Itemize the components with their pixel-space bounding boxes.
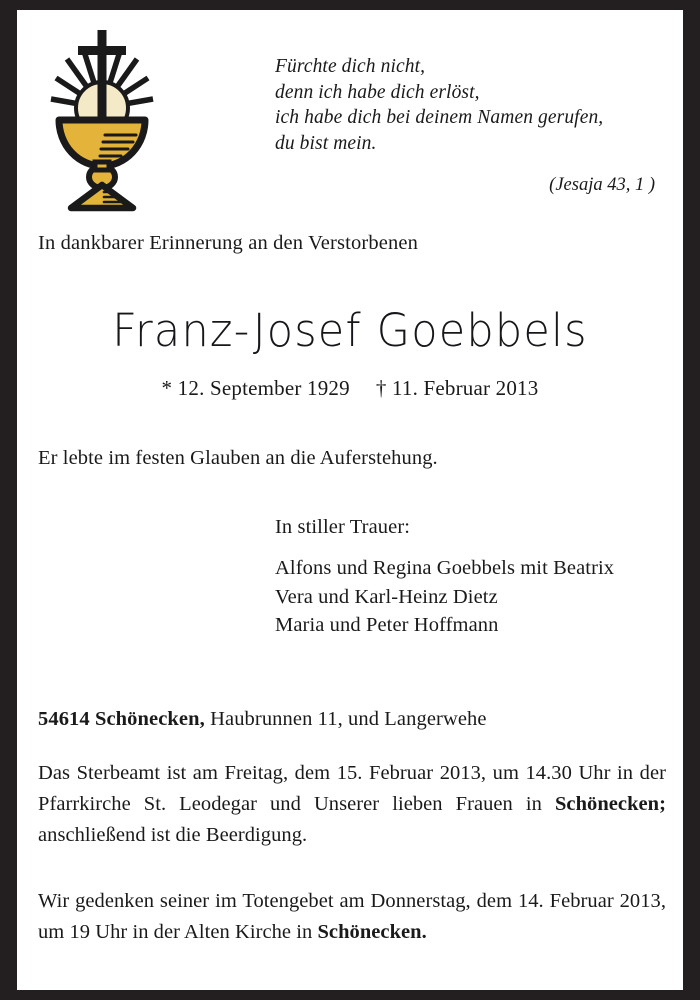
address-street: Haubrunnen 11, und Langerwehe (204, 708, 487, 730)
mass-location-emphasis: Schönecken; (554, 793, 666, 815)
funeral-mass-paragraph (38, 758, 666, 851)
death-date: † 11. Februar 2013 (375, 376, 539, 400)
scripture-line: du bist mein. (275, 132, 377, 154)
mourners-block (275, 516, 635, 640)
memorial-intro-text: In dankbarer Erinnerung an den Verstorbenen (38, 232, 419, 254)
notice-header (17, 10, 683, 215)
prayer-service-paragraph (38, 886, 666, 948)
mass-text-after: anschließend ist die Beerdigung. (38, 824, 308, 846)
scripture-line: Fürchte dich nicht, (275, 56, 426, 77)
address-city: 54614 Schönecken, (38, 708, 205, 730)
scripture-line: ich habe dich bei deinem Namen gerufen, (275, 107, 604, 128)
address-line (38, 708, 487, 731)
birth-date: * 12. September 1929 (161, 376, 350, 400)
deceased-name: Franz-Josef Goebbels (112, 304, 588, 358)
scripture-line: denn ich habe dich erlöst, (275, 81, 480, 103)
notice-inner (17, 10, 683, 990)
scripture-reference: (Jesaja 43, 1 ) (549, 175, 655, 195)
scripture-quote (275, 54, 677, 196)
mourners-heading: In stiller Trauer: (275, 516, 411, 538)
mourner-entry: Alfons und Regina Goebbels mit Beatrix (275, 557, 615, 579)
mass-text-before: Das Sterbeamt ist am Freitag, dem 15. Februar 2013, um 14.30 Uhr in der Pfarrkirche St. Leodegar und Unserer lieben Frauen in (38, 762, 666, 815)
chalice-with-host-and-cross-icon (37, 22, 167, 212)
mourner-entry: Vera und Karl-Heinz Dietz (275, 585, 498, 608)
mourner-entry: Maria und Peter Hoffmann (275, 614, 499, 636)
life-dates (17, 376, 683, 401)
faith-statement-text: Er lebte im festen Glauben an die Auferstehung. (38, 447, 438, 469)
prayer-text-before: Wir gedenken seiner im Totengebet am Donnerstag, dem 14. Februar 2013, um 19 Uhr in der Alten Kirche in (38, 890, 666, 943)
prayer-location-emphasis: Schönecken. (317, 921, 427, 943)
